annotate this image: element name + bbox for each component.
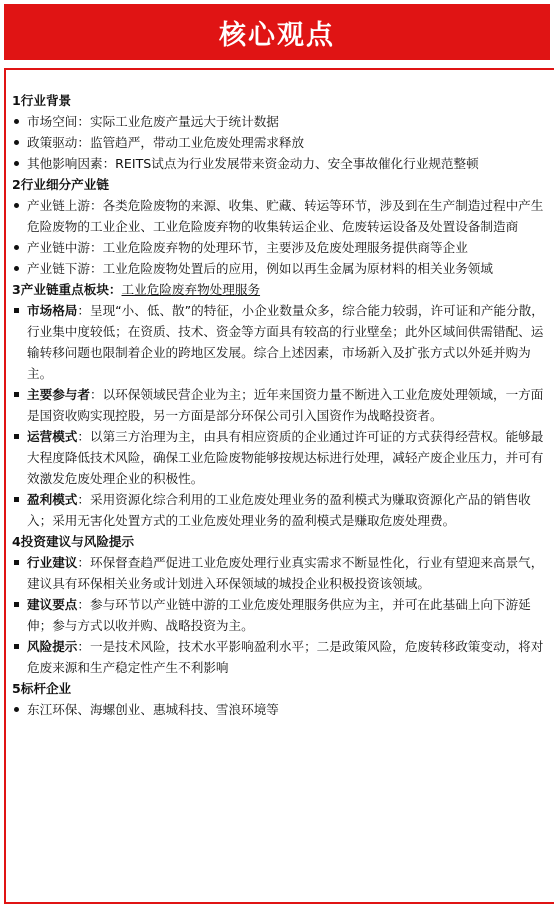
section-heading: 2行业细分产业链: [12, 177, 109, 192]
item-text: ：以第三方治理为主，由具有相应资质的企业通过许可证的方式获得经营权。能够最大程度降低技术风险，确保工业危险废物能够按规达标进行处理，减轻产废企业压力，并可有效激发危废处理企业的积极性。: [27, 429, 544, 486]
bullet-list: [12, 300, 554, 531]
content-panel: [4, 68, 554, 904]
item-label: 风险提示: [27, 639, 78, 654]
list-item: 市场空间：实际工业危废产量远大于统计数据: [12, 111, 554, 132]
bullet-list: [12, 699, 554, 720]
item-label: 行业建议: [27, 555, 78, 570]
item-label: 市场格局: [27, 303, 78, 318]
page-title: 核心观点: [219, 19, 335, 51]
item-label: 运营模式: [27, 429, 78, 444]
list-item: 产业链上游：各类危险废物的来源、收集、贮藏、转运等环节，涉及到在生产制造过程中产生危险废物的工业企业、工业危险废弃物的收集转运企业、危废转运设备及处置设备制造商: [12, 195, 554, 237]
list-item: 产业链下游：工业危险废物处置后的应用，例如以再生金属为原材料的相关业务领域: [12, 258, 554, 279]
bullet-list: [12, 552, 554, 678]
list-item: 政策驱动：监管趋严，带动工业危废处理需求释放: [12, 132, 554, 153]
item-text: ：呈现“小、低、散”的特征，小企业数量众多，综合能力较弱，许可证和产能分散，行业集中度较低；在资质、技术、资金等方面具有较高的行业壁垒；此外区域间供需错配、运输转移问题也限制着企业的跨地区发展。综合上述因素，市场新入及扩张方式以外延并购为主。: [27, 303, 544, 381]
list-item: [12, 426, 554, 489]
list-item: 东江环保、海螺创业、惠城科技、雪浪环境等: [12, 699, 554, 720]
title-banner: [4, 4, 550, 60]
section-heading: [12, 279, 554, 300]
list-item: [12, 489, 554, 531]
section-heading: 1行业背景: [12, 93, 72, 108]
list-item: 其他影响因素：REITS试点为行业发展带来资金动力、安全事故催化行业规范整顿: [12, 153, 554, 174]
item-label: 主要参与者: [27, 387, 90, 402]
list-item: [12, 594, 554, 636]
section-heading: 5标杆企业: [12, 681, 72, 696]
item-text: ：以环保领域民营企业为主；近年来国资力量不断进入工业危废处理领域，一方面是国资收购实现控股，另一方面是部分环保公司引入国资作为战略投资者。: [27, 387, 544, 423]
item-label: 建议要点: [27, 597, 78, 612]
list-item: [12, 552, 554, 594]
item-text: ：一是技术风险，技术水平影响盈利水平；二是政策风险，危废转移政策变动，将对危废来源和生产稳定性产生不利影响: [27, 639, 544, 675]
section-heading: 4投资建议与风险提示: [12, 534, 135, 549]
item-label: 盈利模式: [27, 492, 78, 507]
item-text: ：采用资源化综合利用的工业危废处理业务的盈利模式为赚取资源化产品的销售收入；采用无害化处置方式的工业危废处理业务的盈利模式是赚取危废处理费。: [27, 492, 531, 528]
list-item: [12, 300, 554, 384]
list-item: [12, 384, 554, 426]
section-heading-sub: 工业危险废弃物处理服务: [121, 282, 261, 297]
section-heading-label: 3产业链重点板块：: [12, 282, 122, 297]
bullet-list: [12, 195, 554, 279]
item-text: ：环保督查趋严促进工业危废处理行业真实需求不断显性化，行业有望迎来高景气，建议具有环保相关业务或计划进入环保领域的城投企业积极投资该领域。: [27, 555, 544, 591]
list-item: 产业链中游：工业危险废弃物的处理环节，主要涉及危废处理服务提供商等企业: [12, 237, 554, 258]
item-text: ：参与环节以产业链中游的工业危废处理服务供应为主，并可在此基础上向下游延伸；参与方式以收并购、战略投资为主。: [27, 597, 531, 633]
list-item: [12, 636, 554, 678]
bullet-list: [12, 111, 554, 174]
